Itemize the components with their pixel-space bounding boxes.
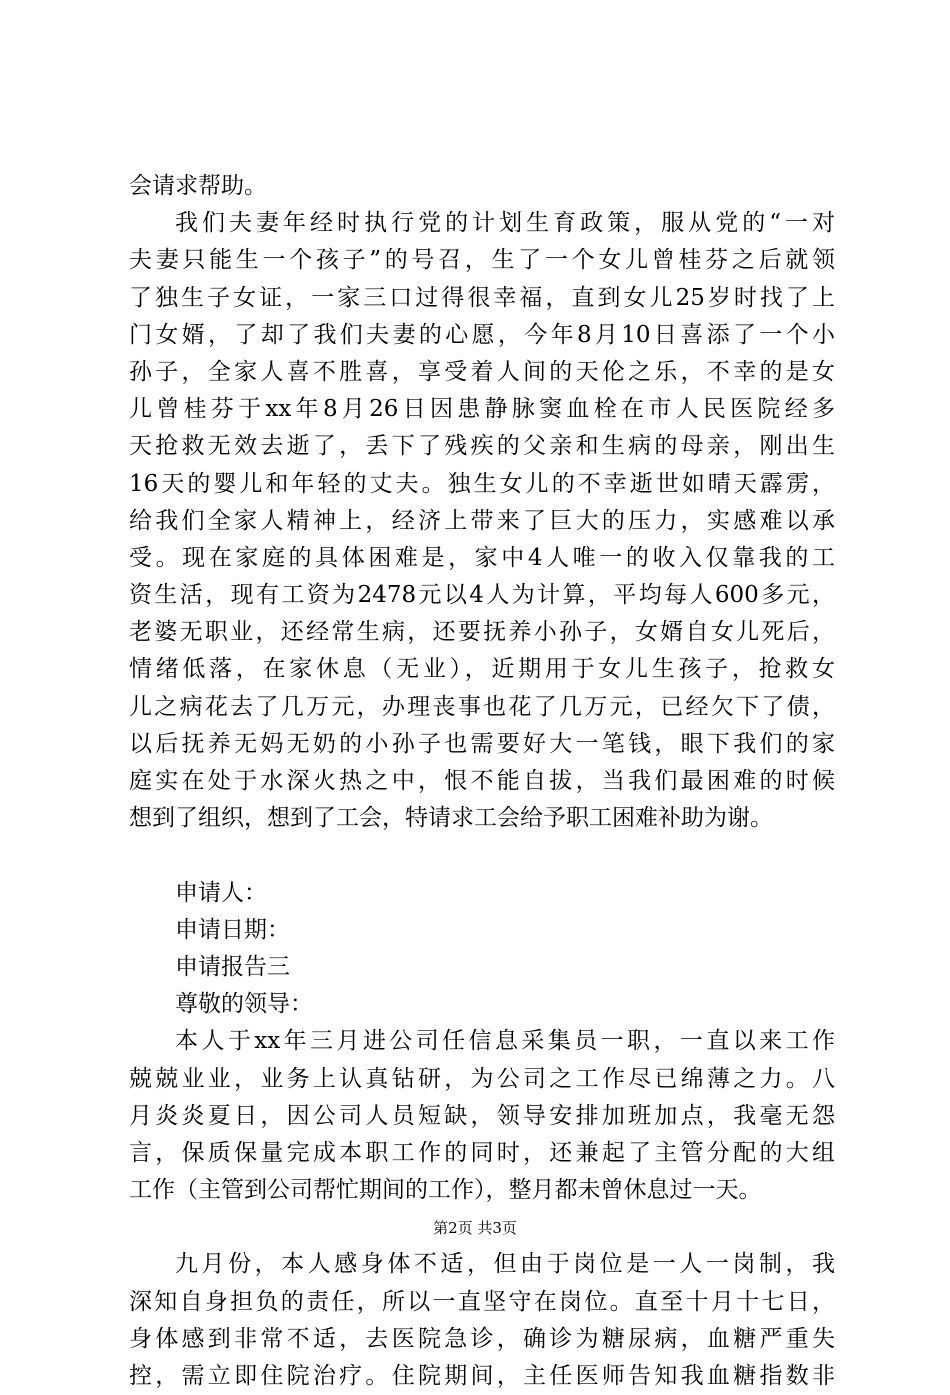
text-line: 言，保质保量完成本职工作的同时，还兼起了主管分配的大组: [129, 1139, 835, 1166]
text-line: 月炎炎夏日，因公司人员短缺，领导安排加班加点，我毫无怨: [129, 1102, 835, 1129]
text-line: 身体感到非常不适，去医院急诊，确诊为糖尿病，血糖严重失: [129, 1325, 835, 1352]
text-line: 会请求帮助。: [129, 173, 267, 199]
text-line: 16天的婴儿和年轻的丈夫。独生女儿的不幸逝世如晴天霹雳，: [129, 470, 835, 497]
text-line: 门女婿，了却了我们夫妻的心愿，今年8月10日喜添了一个小: [129, 321, 835, 348]
page-footer: [0, 1218, 950, 1238]
text-line: 儿之病花去了几万元，办理丧事也花了几万元，已经欠下了债，: [129, 693, 835, 720]
text-line: 了独生子女证，一家三口过得很幸福，直到女儿25岁时找了上: [129, 284, 835, 311]
text-line: 老婆无职业，还经常生病，还要抚养小孙子，女婿自女儿死后，: [129, 619, 835, 646]
report-title: 申请报告三: [175, 953, 290, 980]
blank-line: [129, 837, 835, 874]
text-line: 受。现在家庭的具体困难是，家中4人唯一的收入仅靠我的工: [129, 544, 835, 571]
text-line: 资生活，现有工资为2478元以4人为计算，平均每人600多元，: [129, 582, 835, 609]
text-line: 儿曾桂芬于xx年8月26日因患静脉窦血栓在市人民医院经多: [129, 396, 835, 423]
text-line: 工作（主管到公司帮忙期间的工作），整月都未曾休息过一天。: [129, 1177, 762, 1204]
text-line: 天抢救无效去逝了，丢下了残疾的父亲和生病的母亲，刚出生: [129, 433, 835, 460]
text-line: 控，需立即住院治疗。住院期间，主任医师告知我血糖指数非: [129, 1363, 835, 1389]
text-line: 给我们全家人精神上，经济上带来了巨大的压力，实感难以承: [129, 507, 835, 534]
text-line: 想到了组织，想到了工会，特请求工会给予职工困难补助为谢。: [129, 805, 773, 832]
document-body: [129, 168, 835, 1395]
text-line: 我们夫妻年经时执行党的计划生育政策，服从党的“一对: [175, 210, 835, 237]
text-line: 九月份，本人感身体不适，但由于岗位是一人一岗制，我: [175, 1251, 835, 1278]
salutation: 尊敬的领导：: [175, 991, 313, 1018]
applicant-label: 申请人：: [175, 879, 267, 906]
text-line: 以后抚养无妈无奶的小孙子也需要好大一笔钱，眼下我们的家: [129, 730, 835, 757]
text-line: 庭实在处于水深火热之中，恨不能自拔，当我们最困难的时候: [129, 768, 835, 794]
text-line: 夫妻只能生一个孩子”的号召，生了一个女儿曾桂芬之后就领: [129, 247, 835, 274]
text-line: 深知自身担负的责任，所以一直坚守在岗位。直至十月十七日，: [129, 1288, 835, 1315]
date-label: 申请日期：: [175, 916, 290, 943]
text-line: 本人于xx年三月进公司任信息采集员一职，一直以来工作: [175, 1028, 835, 1055]
text-line: 兢兢业业，业务上认真钻研，为公司之工作尽已绵薄之力。八: [129, 1065, 835, 1092]
text-line: 孙子，全家人喜不胜喜，享受着人间的天伦之乐，不幸的是女: [129, 358, 835, 385]
page-number: 第2页 共3页: [433, 1219, 517, 1237]
text-line: 情绪低落，在家休息（无业），近期用于女儿生孩子，抢救女: [129, 656, 835, 683]
